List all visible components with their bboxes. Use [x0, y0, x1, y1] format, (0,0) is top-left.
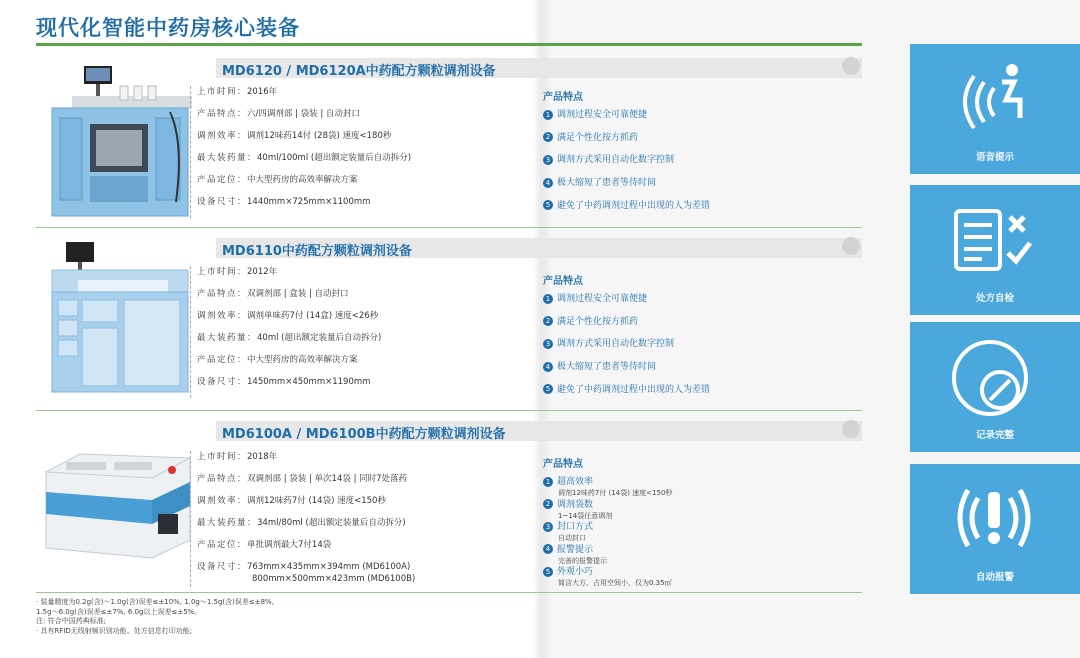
- spec-key: 设备尺寸：: [197, 377, 248, 387]
- feature-text: 避免了中药调剂过程中出现的人为差错: [557, 200, 711, 211]
- bar-end-circle: [842, 237, 860, 255]
- features-heading: 产品特点: [543, 459, 583, 470]
- spec-value: 763mm×435mm×394mm (MD6100A): [247, 562, 411, 572]
- spec-row: [197, 539, 415, 561]
- spec-value: 双调剂部 | 盒装 | 自动封口: [247, 289, 349, 299]
- section-divider: [36, 592, 862, 593]
- feature-text: 外观小巧: [557, 567, 594, 577]
- spec-value: 调剂12味药14付 (28袋) 速度<180秒: [247, 131, 392, 141]
- feature-item: [543, 542, 672, 565]
- tile-voice-prompt: [910, 44, 1080, 174]
- tile-record-complete: [910, 322, 1080, 452]
- features-heading: 产品特点: [543, 92, 583, 103]
- feature-number: 5: [543, 384, 553, 394]
- features-heading: 产品特点: [543, 276, 583, 287]
- feature-text: 满足个性化按方抓药: [557, 132, 639, 143]
- spec-value: 中大型药房的高效率解决方案: [247, 175, 358, 185]
- spec-row: [197, 517, 415, 539]
- spec-list-md6110: [190, 266, 381, 398]
- feature-text: 调剂过程安全可靠便捷: [557, 110, 648, 120]
- feature-number: 5: [543, 567, 553, 577]
- spec-row: [197, 376, 381, 398]
- spec-key: 调剂效率：: [197, 496, 248, 506]
- spec-row: [197, 152, 411, 174]
- footnotes: [36, 598, 274, 636]
- spec-key: 设备尺寸：: [197, 562, 248, 572]
- spec-key: 最大装药量：: [197, 518, 258, 528]
- spec-key: 上市时间：: [197, 87, 248, 97]
- spec-value: 2016年: [247, 87, 278, 97]
- feature-text: 调剂袋数: [557, 499, 594, 510]
- feature-text: 报警提示: [557, 544, 594, 555]
- feature-text: 调剂过程安全可靠便捷: [557, 294, 648, 304]
- section-divider: [36, 410, 862, 411]
- spec-value: 1440mm×725mm×1100mm: [247, 197, 371, 207]
- footnote-line: 1.5g～6.0g(含)误差≤±7%, 6.0g以上误差≤±5%。: [36, 607, 202, 616]
- section-title: MD6110中药配方颗粒调剂设备: [222, 244, 412, 259]
- spec-row: [197, 354, 381, 376]
- spec-row: [197, 174, 411, 196]
- feature-subtext: 自动封口: [558, 534, 586, 542]
- spec-row: [197, 310, 381, 332]
- spec-row: [197, 473, 415, 495]
- spec-value: 双调剂部 | 袋装 | 单次14袋 | 同时7处落药: [247, 474, 408, 484]
- record-complete-icon: [950, 334, 1040, 424]
- section-title: MD6120 / MD6120A中药配方颗粒调剂设备: [222, 64, 496, 79]
- feature-text: 超高效率: [557, 477, 594, 487]
- spec-key: 产品定位：: [197, 355, 248, 365]
- feature-item: [543, 175, 710, 198]
- spec-row: [197, 108, 411, 130]
- feature-item: [543, 314, 710, 337]
- feature-text: 封口方式: [557, 522, 594, 532]
- features-md6110: [543, 272, 710, 404]
- footnote-line: 注: 符合中国药典标准;: [36, 617, 106, 625]
- bar-end-circle: [842, 57, 860, 75]
- prescription-check-icon: [950, 197, 1040, 287]
- spec-key: 产品特点：: [197, 289, 248, 299]
- feature-number: 3: [543, 155, 553, 165]
- spec-list-md6120: [190, 86, 411, 218]
- spec-value: 调剂单味药7付 (14盒) 速度<26秒: [247, 311, 379, 321]
- spec-value: 中大型药房的高效率解决方案: [247, 355, 358, 365]
- spec-value: 调剂12味药7付 (14袋) 速度<150秒: [247, 496, 386, 506]
- spec-key: 上市时间：: [197, 452, 248, 462]
- feature-text: 避免了中药调剂过程中出现的人为差错: [557, 384, 711, 395]
- feature-subtext: 简洁大方、占用空间小，仅为0.35㎡: [558, 579, 672, 587]
- feature-number: 2: [543, 499, 553, 509]
- feature-item: [543, 198, 710, 221]
- feature-item: [543, 336, 710, 359]
- spec-row: [197, 196, 411, 218]
- tile-label: 处方自检: [975, 293, 1014, 304]
- tile-label: 记录完整: [975, 430, 1014, 441]
- feature-item: [543, 497, 672, 520]
- spec-value: 34ml/80ml (超出额定装量后自动拆分): [257, 518, 406, 528]
- tile-prescription-check: [910, 185, 1080, 315]
- feature-number: 5: [543, 200, 553, 210]
- feature-subtext: 1~14袋任意调剂: [558, 511, 613, 520]
- feature-text: 调剂方式采用自动化数字控制: [557, 155, 675, 166]
- spec-row: [197, 266, 381, 288]
- spec-row: [197, 86, 411, 108]
- feature-text: 极大缩短了患者等待时间: [557, 362, 657, 373]
- feature-item: [543, 130, 710, 153]
- feature-text: 调剂方式采用自动化数字控制: [557, 339, 675, 350]
- tile-label: 语音提示: [975, 152, 1014, 163]
- feature-item: [543, 382, 710, 405]
- spec-key: 产品定位：: [197, 175, 248, 185]
- feature-text: 极大缩短了患者等待时间: [557, 178, 657, 189]
- feature-subtext: 完善的报警提示: [558, 556, 607, 565]
- feature-item: [543, 564, 672, 587]
- feature-item: [543, 519, 672, 542]
- spec-value: 2018年: [247, 452, 278, 462]
- features-md6100: [543, 455, 672, 587]
- spec-key: 产品特点：: [197, 474, 248, 484]
- section-title: MD6100A / MD6100B中药配方颗粒调剂设备: [222, 427, 506, 442]
- spec-key: 产品定位：: [197, 540, 248, 550]
- feature-number: 2: [543, 132, 553, 142]
- spec-key: 产品特点：: [197, 109, 248, 119]
- feature-number: 1: [543, 477, 553, 487]
- feature-item: [543, 474, 672, 497]
- page-title: 现代化智能中药房核心装备: [36, 16, 300, 40]
- spec-key: 上市时间：: [197, 267, 248, 277]
- spec-value: 40ml/100ml (超出额定装量后自动拆分): [257, 153, 412, 163]
- feature-number: 4: [543, 544, 553, 554]
- feature-item: [543, 359, 710, 382]
- spec-key: 设备尺寸：: [197, 197, 248, 207]
- feature-number: 4: [543, 178, 553, 188]
- feature-number: 3: [543, 522, 553, 532]
- spec-row: [197, 288, 381, 310]
- spec-row: [197, 332, 381, 354]
- spec-value: 六/四调剂部 | 袋装 | 自动封口: [247, 109, 360, 119]
- spec-key: 最大装药量：: [197, 153, 258, 163]
- feature-number: 3: [543, 339, 553, 349]
- spec-row: [197, 130, 411, 152]
- feature-text: 满足个性化按方抓药: [557, 316, 639, 327]
- title-divider: [36, 43, 862, 46]
- spec-value-2: 800mm×500mm×423mm (MD6100B): [252, 574, 416, 584]
- spec-list-md6100: [190, 451, 415, 587]
- feature-number: 4: [543, 362, 553, 372]
- feature-item: [543, 152, 710, 175]
- feature-number: 2: [543, 316, 553, 326]
- spec-value: 40ml (超出额定装量后自动拆分): [257, 333, 382, 343]
- voice-prompt-icon: [950, 56, 1040, 146]
- features-md6120: [543, 88, 710, 220]
- footnote-line: · 装量精度为0.2g(含)～1.0g(含)误差≤±10%, 1.0g～1.5g(含)误差≤±8%,: [36, 598, 274, 606]
- spec-value: 2012年: [247, 267, 278, 277]
- spec-value: 1450mm×450mm×1190mm: [247, 377, 371, 387]
- spec-row: [197, 451, 415, 473]
- tile-label: 自动报警: [975, 572, 1014, 583]
- footnote-line: · 具有RFID无线射频识别功能、处方信息打印功能;: [36, 626, 193, 635]
- spec-key: 调剂效率：: [197, 311, 248, 321]
- spec-key: 调剂效率：: [197, 131, 248, 141]
- spec-row: [197, 561, 415, 587]
- section-divider: [36, 227, 862, 228]
- bar-end-circle: [842, 420, 860, 438]
- feature-subtext: 调剂12味药7付 (14袋) 速度<150秒: [558, 489, 673, 497]
- feature-item: [543, 291, 710, 314]
- spec-row: [197, 495, 415, 517]
- feature-number: 1: [543, 110, 553, 120]
- spec-value: 单批调剂最大7付14袋: [247, 540, 332, 550]
- spec-key: 最大装药量：: [197, 333, 258, 343]
- tile-auto-alarm: [910, 464, 1080, 594]
- auto-alarm-icon: [950, 476, 1040, 566]
- feature-number: 1: [543, 294, 553, 304]
- feature-item: [543, 107, 710, 130]
